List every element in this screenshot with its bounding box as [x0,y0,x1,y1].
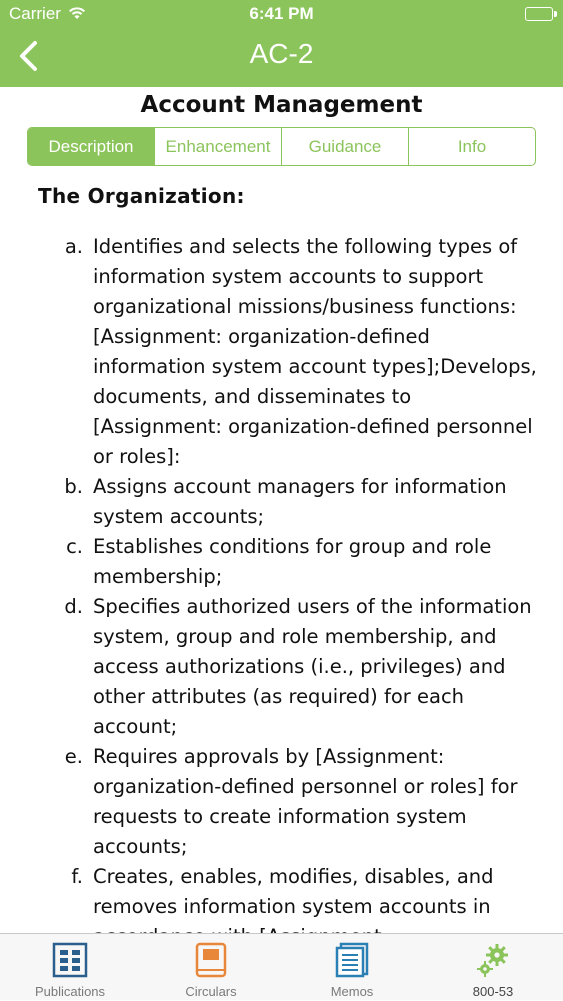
list-marker: e. [64,745,83,768]
tabbar-item-800-53[interactable] [423,934,563,1001]
tabbar-item-memos[interactable] [282,934,422,1001]
status-bar [0,0,563,28]
tab-info[interactable]: Info [408,128,535,165]
gears-icon [475,942,511,978]
list-item [38,532,538,592]
circulars-book-icon [193,942,229,978]
list-item-text: Identifies and selects the following types of information system accounts to support organizational missions/business functions: [Assignment: organization-defined information system account types];Develops, documents, and disseminates to [Assignment: organization-defined personnel or roles]: [93,235,537,468]
list-item-text: Establishes conditions for group and role membership; [93,535,492,588]
list-item-text: Specifies authorized users of the information system, group and role membership, and access authorizations (i.e., privileges) and other attributes (as required) for each account; [93,595,532,738]
carrier-label: Carrier [9,4,61,23]
list-item [38,472,538,532]
requirements-list [38,232,538,952]
list-marker: d. [64,595,83,618]
tabbar-item-publications[interactable] [0,934,140,1001]
tabbar-label: Circulars [185,984,237,999]
list-item [38,742,538,862]
tabbar-label: 800-53 [472,984,514,999]
tab-bar [0,933,563,1000]
list-item-text: Assigns account managers for information system accounts; [93,475,507,528]
list-item-text: Requires approvals by [Assignment: organization-defined personnel or roles] for requests to create information system accounts; [93,745,518,858]
tab-description[interactable]: Description [28,128,154,165]
list-marker: b. [64,475,83,498]
list-item [38,592,538,742]
tab-enhancement[interactable]: Enhancement [154,128,281,165]
list-marker: f. [71,865,83,888]
list-marker: a. [64,235,83,258]
tabbar-label: Publications [34,984,106,999]
battery-icon [525,7,553,21]
nav-title: AC-2 [249,38,314,69]
description-content [38,184,538,952]
publications-grid-icon [52,942,88,978]
clock: 6:41 PM [249,4,314,23]
list-marker: c. [66,535,83,558]
page-title: Account Management [140,92,423,118]
list-item-text: Creates, enables, modifies, disables, and removes information system accounts in [93,865,494,918]
content-heading: The Organization: [38,184,245,208]
segmented-control [27,127,536,166]
memos-document-icon [334,942,370,978]
tabbar-label: Memos [330,984,374,999]
navigation-bar [0,0,563,87]
tabbar-item-circulars[interactable] [141,934,281,1001]
list-item [38,232,538,472]
tab-guidance[interactable]: Guidance [281,128,408,165]
